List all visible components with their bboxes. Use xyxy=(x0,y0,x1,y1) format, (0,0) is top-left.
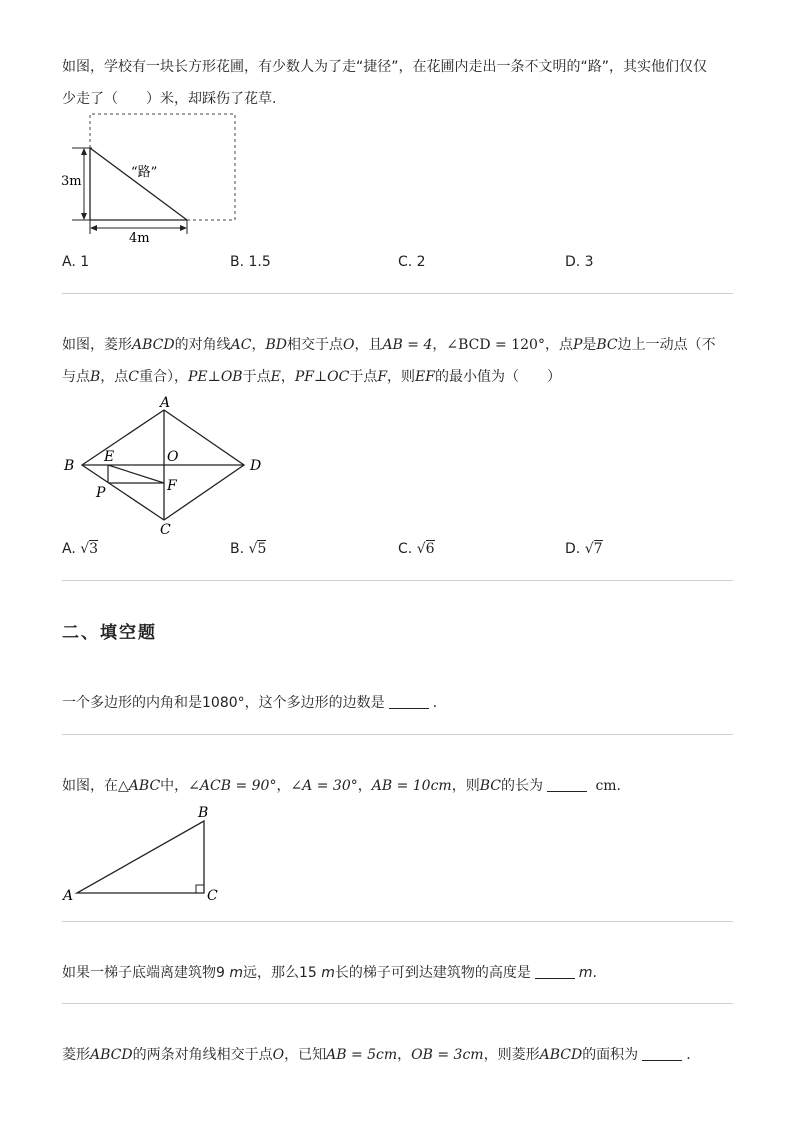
q2-option-b[interactable]: B. √5 xyxy=(230,541,267,557)
q1-option-b[interactable]: B. 1.5 xyxy=(230,254,271,270)
q1-label-3m: 3m xyxy=(61,174,82,189)
q1-arrow-down xyxy=(81,213,87,220)
divider xyxy=(62,921,733,922)
answer-blank[interactable] xyxy=(389,694,429,709)
q4-label-b: B xyxy=(198,805,209,821)
q1-road-line xyxy=(90,148,187,220)
q2-line-2: 与点B，点C重合），PE⊥OB于点E，PF⊥OC于点F，则EF的最小值为（ ） xyxy=(62,369,561,385)
q2-label-p: P xyxy=(96,485,106,501)
q1-arrow-right xyxy=(180,225,187,231)
q2-label-f: F xyxy=(167,478,177,494)
q1-garden-dashed xyxy=(90,114,235,220)
q2-label-a: A xyxy=(160,395,171,411)
answer-blank[interactable] xyxy=(535,964,575,979)
q5-text: 如果一梯子底端离建筑物9 m远，那么15 m长的梯子可到达建筑物的高度是 m. xyxy=(62,965,597,981)
q2-option-d[interactable]: D. √7 xyxy=(565,541,603,557)
q2-option-c[interactable]: C. √6 xyxy=(398,541,435,557)
divider xyxy=(62,734,733,735)
q4-triangle xyxy=(77,821,204,893)
q2-label-e: E xyxy=(104,449,115,465)
q1-option-d[interactable]: D. 3 xyxy=(565,254,594,270)
q1-arrow-left xyxy=(90,225,97,231)
q1-label-4m: 4m xyxy=(129,231,150,245)
q2-rhombus-figure xyxy=(60,393,275,538)
q2-line-1: 如图，菱形ABCD的对角线AC，BD相交于点O，且AB = 4，∠BCD = 120°，点P是BC边上一动点（不 xyxy=(62,337,716,353)
q4-label-c: C xyxy=(207,888,218,904)
section-title: 二、填空题 xyxy=(62,623,157,643)
q2-label-b: B xyxy=(64,458,75,474)
q1-line-2: 少走了（ ）米，却踩伤了花草. xyxy=(62,91,277,107)
q2-label-o: O xyxy=(167,449,179,465)
q2-segment-ef xyxy=(108,465,164,483)
divider xyxy=(62,293,733,294)
q1-figure xyxy=(60,110,250,245)
q4-right-angle-mark xyxy=(196,885,204,893)
q1-line-1: 如图，学校有一块长方形花圃，有少数人为了走“捷径”，在花圃内走出一条不文明的“路”，其实他们仅仅 xyxy=(62,59,708,75)
answer-blank[interactable] xyxy=(642,1046,682,1061)
q1-option-c[interactable]: C. 2 xyxy=(398,254,426,270)
divider xyxy=(62,580,733,581)
q4-label-a: A xyxy=(63,888,74,904)
q1-label-road: “路” xyxy=(131,165,158,180)
q1-arrow-up xyxy=(81,148,87,155)
q4-triangle-figure xyxy=(60,800,230,910)
q2-label-c: C xyxy=(160,522,171,538)
q2-label-d: D xyxy=(250,458,262,474)
q6-text: 菱形ABCD的两条对角线相交于点O，已知AB = 5cm，OB = 3cm，则菱形ABCD的面积为 . xyxy=(62,1047,691,1063)
divider xyxy=(62,1003,733,1004)
q4-text: 如图，在△ABC中，∠ACB = 90°，∠A = 30°，AB = 10cm，则BC的长为 cm. xyxy=(62,778,622,794)
q3-text: 一个多边形的内角和是1080°，这个多边形的边数是 . xyxy=(62,695,438,711)
q2-option-a[interactable]: A. √3 xyxy=(62,541,99,557)
q1-option-a[interactable]: A. 1 xyxy=(62,254,90,270)
answer-blank[interactable] xyxy=(547,777,587,792)
